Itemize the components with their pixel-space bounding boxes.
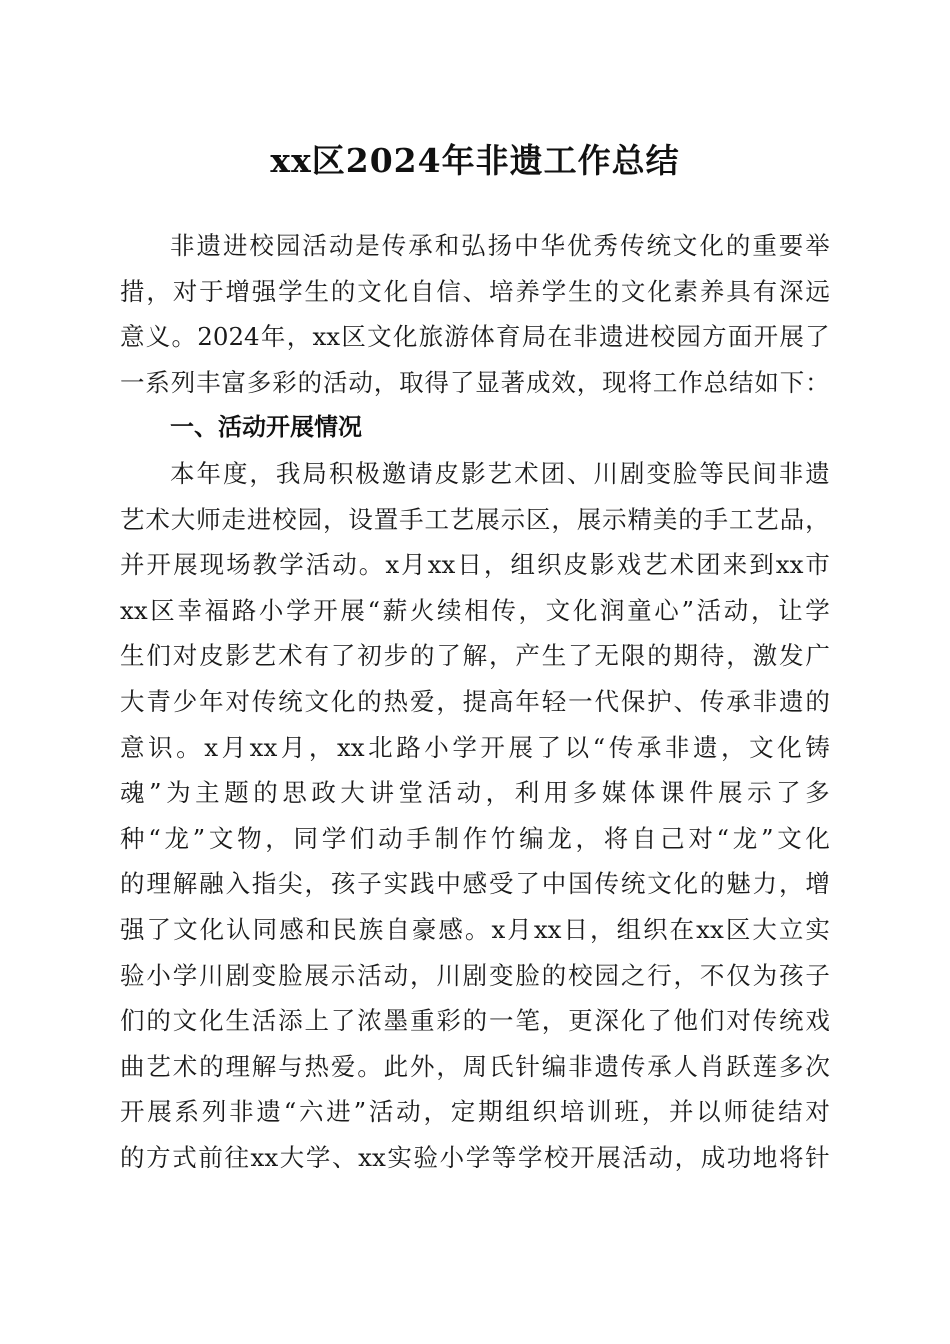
paragraph-line: 并 开 展 现 场 教 学 活 动 。 x 月 xx 日 ， 组 织 皮 影 戏 艺 术 团 来 到 xx 市 [120,550,830,580]
paragraph-line: 意 识 。 x 月 xx 月 ， xx 北 路 小 学 开 展 了 以 “ 传 承 非 遗 ， 文 化 铸 [120,732,830,762]
paragraph-line: 曲 艺 术 的 理 解 与 热 爱 。 此 外 ， 周 氏 针 编 非 遗 传 承 人 肖 跃 莲 多 次 [120,1051,830,1081]
paragraph-line: 措 ， 对 于 增 强 学 生 的 文 化 自 信 、 培 养 学 生 的 文 化 素 养 具 有 深 远 [120,276,830,306]
paragraph-line: 生 们 对 皮 影 艺 术 有 了 初 步 的 了 解 ， 产 生 了 无 限 的 期 待 ， 激 发 广 [120,641,830,671]
paragraph-line: 强 了 文 化 认 同 感 和 民 族 自 豪 感 。 x 月 xx 日 ， 组 织 在 xx 区 大 立 实 [120,914,830,944]
paragraph-line: 一 系 列 丰 富 多 彩 的 活 动 ， 取 得 了 显 著 成 效 ， 现 将 工 作 总 结 如 下 ： [120,367,830,397]
paragraph-line: 魂 ” 为 主 题 的 思 政 大 讲 堂 活 动 ， 利 用 多 媒 体 课 件 展 示 了 多 [120,778,830,808]
paragraph-line: 的 方 式 前 往 xx 大 学 、 xx 实 验 小 学 等 学 校 开 展 活 动 ， 成 功 地 将 针 [120,1142,830,1172]
paragraph-line: xx 区 幸 福 路 小 学 开 展 “ 薪 火 续 相 传 ， 文 化 润 童 心 ” 活 动 ， 让 学 [120,595,830,625]
paragraph-line: 的 理 解 融 入 指 尖 ， 孩 子 实 践 中 感 受 了 中 国 传 统 文 化 的 魅 力 ， 增 [120,869,830,899]
paragraph-line: 艺 术 大 师 走 进 校 园 ， 设 置 手 工 艺 展 示 区 ， 展 示 精 美 的 手 工 艺 品 ， [120,504,830,534]
paragraph-line: 意 义 。 2024 年 ， xx 区 文 化 旅 游 体 育 局 在 非 遗 进 校 园 方 面 开 展 了 [120,322,830,352]
document-body [120,223,830,1180]
section-heading: 一、活动开展情况 [170,413,362,442]
paragraph-line: 开 展 系 列 非 遗 “ 六 进 ” 活 动 ， 定 期 组 织 培 训 班 ， 并 以 师 徒 结 对 [120,1097,830,1127]
paragraph-line: 验 小 学 川 剧 变 脸 展 示 活 动 ， 川 剧 变 脸 的 校 园 之 行 ， 不 仅 为 孩 子 [120,960,830,990]
paragraph-line: 种 “ 龙 ” 文 物 ， 同 学 们 动 手 制 作 竹 编 龙 ， 将 自 己 对 “ 龙 ” 文 化 [120,823,830,853]
paragraph-line: 本 年 度 ， 我 局 积 极 邀 请 皮 影 艺 术 团 、 川 剧 变 脸 等 民 间 非 遗 [170,458,830,488]
document-title: xx区2024年非遗工作总结 [270,141,680,180]
paragraph-line: 非 遗 进 校 园 活 动 是 传 承 和 弘 扬 中 华 优 秀 传 统 文 化 的 重 要 举 [170,231,830,260]
paragraph-line: 大 青 少 年 对 传 统 文 化 的 热 爱 ， 提 高 年 轻 一 代 保 护 、 传 承 非 遗 的 [120,686,830,716]
paragraph-line: 们 的 文 化 生 活 添 上 了 浓 墨 重 彩 的 一 笔 ， 更 深 化 了 他 们 对 传 统 戏 [120,1006,830,1036]
